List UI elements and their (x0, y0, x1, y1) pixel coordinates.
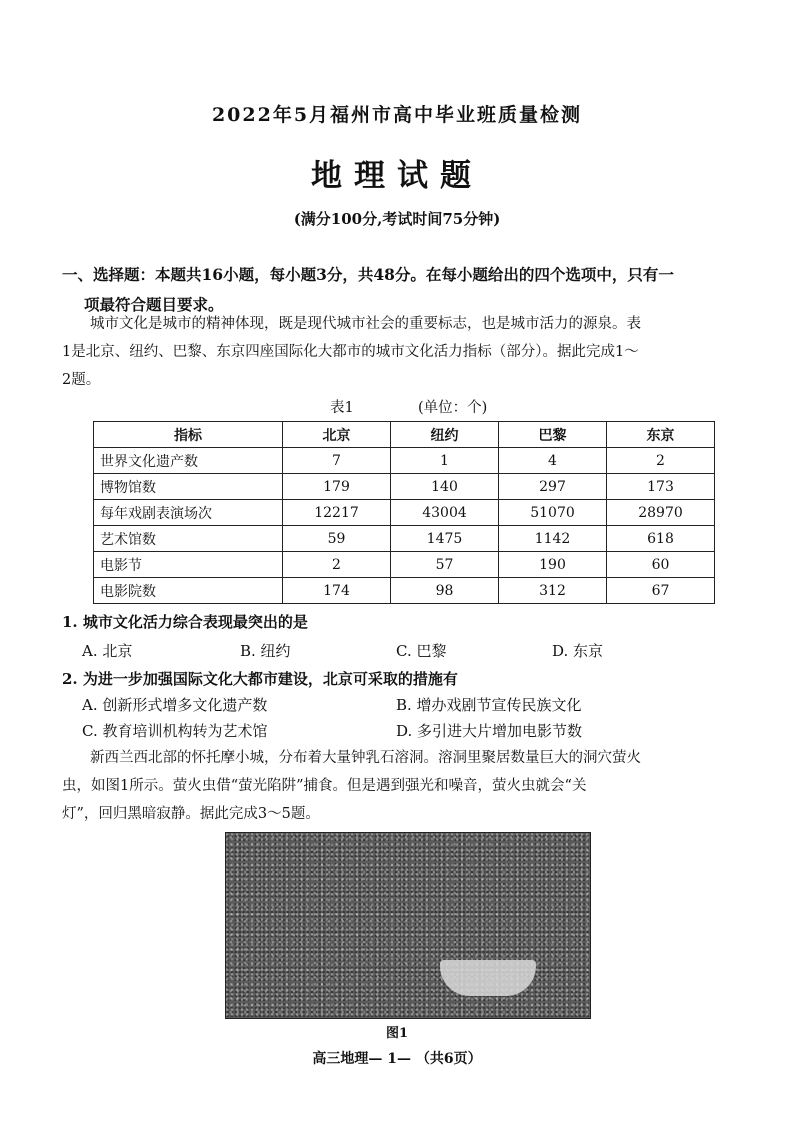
page-footer: 高三地理— 1— （共6页） (312, 1051, 482, 1067)
question-2-option-c: C. 教育培训机构转为艺术馆 (82, 722, 268, 740)
question-1-option-a: A. 北京 (82, 642, 133, 660)
table-cell: 179 (283, 474, 391, 500)
table-row (94, 500, 715, 526)
table-cell: 618 (607, 526, 715, 552)
table-row (94, 552, 715, 578)
exam-note: (满分100分,考试时间75分钟) (293, 210, 501, 228)
table-cell: 28970 (607, 500, 715, 526)
table-cell: 博物馆数 (94, 474, 283, 500)
table-cell: 59 (283, 526, 391, 552)
boat-shape (440, 960, 536, 996)
table-cell: 12217 (283, 500, 391, 526)
question-1-option-d: D. 东京 (552, 642, 604, 660)
question-1-option-c: C. 巴黎 (396, 642, 447, 660)
data-table (93, 421, 715, 604)
table-row (94, 474, 715, 500)
table-unit: (单位：个) (418, 400, 488, 416)
table-header-cell: 纽约 (391, 422, 499, 448)
table-cell: 7 (283, 448, 391, 474)
table-header-row (94, 422, 715, 448)
table-cell: 2 (283, 552, 391, 578)
table-cell: 4 (499, 448, 607, 474)
table-cell: 190 (499, 552, 607, 578)
table-cell: 140 (391, 474, 499, 500)
subject-title: 地理试题 (311, 158, 483, 194)
section-heading-line: 一、选择题：本题共16小题，每小题3分，共48分。在每小题给出的四个选项中，只有一 (62, 265, 674, 284)
table-cell: 297 (499, 474, 607, 500)
paragraph-line: 虫，如图1所示。萤火虫借“萤光陷阱”捕食。但是遇到强光和噪音，萤火虫就会“关 (62, 778, 587, 794)
intro-paragraph-2 (62, 744, 762, 828)
table-row (94, 448, 715, 474)
table-cell: 电影节 (94, 552, 283, 578)
paragraph-line: 1是北京、纽约、巴黎、东京四座国际化大都市的城市文化活力指标（部分）。据此完成1～ (62, 344, 639, 360)
table-cell: 43004 (391, 500, 499, 526)
question-2-stem: 2. 为进一步加强国际文化大都市建设，北京可采取的措施有 (62, 670, 458, 688)
figure-caption: 图1 (385, 1026, 409, 1041)
paragraph-line: 灯”，回归黑暗寂静。据此完成3～5题。 (62, 806, 320, 822)
table-cell: 173 (607, 474, 715, 500)
intro-paragraph-1 (62, 310, 762, 394)
table-cell: 2 (607, 448, 715, 474)
table-cell: 世界文化遗产数 (94, 448, 283, 474)
question-2-option-d: D. 多引进大片增加电影节数 (396, 722, 583, 740)
table-header-cell: 巴黎 (499, 422, 607, 448)
table-cell: 51070 (499, 500, 607, 526)
table-cell: 67 (607, 578, 715, 604)
table-cell: 1 (391, 448, 499, 474)
table-cell: 174 (283, 578, 391, 604)
table-row (94, 578, 715, 604)
paragraph-line: 2题。 (62, 372, 101, 388)
table-cell: 1142 (499, 526, 607, 552)
question-2-option-a: A. 创新形式增多文化遗产数 (82, 696, 268, 714)
table-cell: 98 (391, 578, 499, 604)
exam-title: 2022年5月福州市高中毕业班质量检测 (211, 104, 583, 126)
table-header-cell: 东京 (607, 422, 715, 448)
paragraph-line: 新西兰西北部的怀托摩小城，分布着大量钟乳石溶洞。溶洞里聚居数量巨大的洞穴萤火 (90, 750, 641, 766)
table-cell: 1475 (391, 526, 499, 552)
question-1-option-b: B. 纽约 (240, 642, 291, 660)
table-cell: 312 (499, 578, 607, 604)
table-cell: 艺术馆数 (94, 526, 283, 552)
section-heading-line: 项最符合题目要求。 (84, 295, 224, 314)
table-cell: 每年戏剧表演场次 (94, 500, 283, 526)
table-header-cell: 北京 (283, 422, 391, 448)
figure-1-cave-photo (225, 832, 591, 1019)
table-cell: 电影院数 (94, 578, 283, 604)
table-cell: 60 (607, 552, 715, 578)
question-2-option-b: B. 增办戏剧节宣传民族文化 (396, 696, 582, 714)
table-title: 表1 (330, 400, 354, 416)
table-header-cell: 指标 (94, 422, 283, 448)
table-row (94, 526, 715, 552)
table-cell: 57 (391, 552, 499, 578)
question-1-stem: 1. 城市文化活力综合表现最突出的是 (62, 613, 308, 631)
paragraph-line: 城市文化是城市的精神体现，既是现代城市社会的重要标志，也是城市活力的源泉。表 (90, 316, 641, 332)
